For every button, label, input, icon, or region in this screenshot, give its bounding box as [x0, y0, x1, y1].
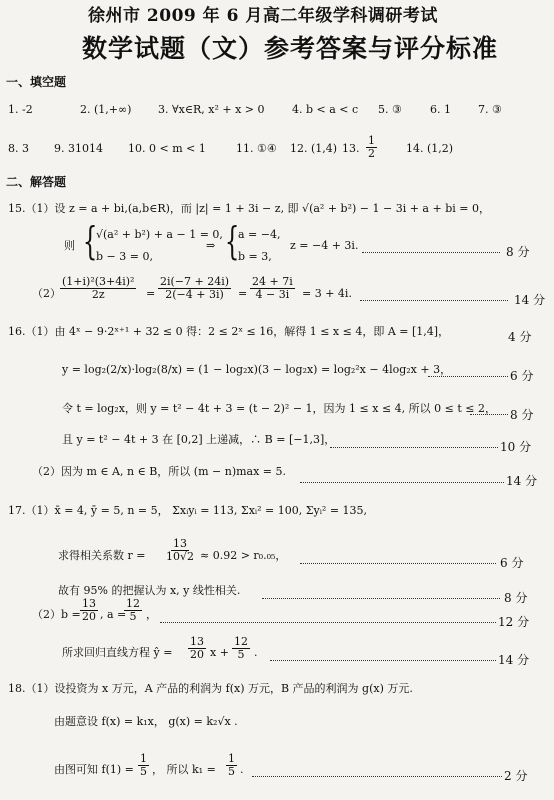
q17-line1: 17.（1）x̄ = 4, ȳ = 5, n = 5， Σxᵢyᵢ = 113, Σxᵢ² = 100, Σyᵢ² = 135, — [8, 504, 368, 517]
q17-reg-frac-1: $\frac{13}{20}$ — [190, 635, 204, 662]
q15-z-value: z = −4 + 3i. — [290, 239, 359, 252]
fill-answer-4: 4. b < a < c — [292, 103, 359, 116]
q17-score-1: 6 分 — [500, 556, 524, 570]
q16-score-1: 4 分 — [508, 330, 532, 344]
q15-part2-label: （2） — [32, 287, 61, 300]
score-leader — [300, 482, 504, 483]
q15-frac-1: $\frac{\text{(1+i)²(3+4i)²}}{2z}$ — [62, 275, 135, 302]
score-leader — [252, 776, 502, 777]
fill-answer-5: 5. ③ — [378, 103, 402, 116]
q17-part2-end: ， — [146, 608, 157, 621]
q17-part2-b: （2）b = — [32, 608, 81, 621]
q16-score-5: 14 分 — [506, 474, 538, 488]
q17-reg-end: . — [254, 646, 258, 659]
q17-reg-x: x + — [210, 646, 229, 659]
fill-answer-1: 1. -2 — [8, 103, 33, 116]
score-leader — [160, 622, 496, 623]
q17-a-fraction: $\frac{12}{5}$ — [126, 597, 140, 624]
q16-line3: 令 t = log₂x，则 y = t² − 4t + 3 = (t − 2)² − 1，因为 1 ≤ x ≤ 4, 所以 0 ≤ t ≤ 2， — [62, 402, 496, 415]
fill-answer-13-fraction: $\frac{1}{2}$ — [368, 134, 375, 161]
q15-result: = 3 + 4i. — [302, 287, 352, 300]
q15-equals-2: = — [238, 287, 248, 300]
fill-answer-12: 12. (1,4) — [290, 142, 338, 155]
score-leader — [428, 376, 508, 377]
q16-line2: y = log₂(2/x)·log₂(8/x) = (1 − log₂x)(3 − log₂x) = log₂²x − 4log₂x + 3， — [62, 363, 452, 376]
q15-system-eq2: b − 3 = 0, — [96, 250, 153, 263]
q17-part2-a: , a = — [100, 608, 127, 621]
title-line1: 徐州市 2009 年 6 月高二年级学科调研考试 — [88, 6, 438, 26]
q17-b-fraction: $\frac{13}{20}$ — [82, 597, 96, 624]
q18-line3-mid: ， 所以 k₁ = — [152, 763, 216, 776]
fill-answer-9: 9. 31014 — [54, 142, 103, 155]
q17-reg-frac-2: $\frac{12}{5}$ — [234, 635, 248, 662]
q15-solution-a: a = −4, — [238, 228, 281, 241]
q17-score-2: 8 分 — [504, 591, 528, 605]
q15-frac-2: $\frac{2i(-7 + 24i)}{2(-4 + 3i)}$ — [160, 275, 230, 302]
q15-then: 则 — [64, 239, 75, 252]
fill-answer-10: 10. 0 < m < 1 — [128, 142, 206, 155]
fill-answer-7: 7. ③ — [478, 103, 502, 116]
q18-score-1: 2 分 — [504, 769, 528, 783]
score-leader — [360, 300, 508, 301]
q17-r-fraction: $\frac{13}{10√2}$ — [166, 537, 195, 564]
q16-score-3: 8 分 — [510, 408, 534, 422]
q15-brace-left: { — [82, 219, 98, 263]
fill-answer-8: 8. 3 — [8, 142, 29, 155]
fill-answer-13: 13. — [342, 142, 360, 155]
q17-score-3: 12 分 — [498, 615, 530, 629]
q16-line5: （2）因为 m ∈ A, n ∈ B，所以 (m − n)max = 5. — [32, 465, 287, 478]
q15-brace-right: { — [224, 219, 240, 263]
q17-r-compare: ≈ 0.92 > r₀.₀₅， — [200, 549, 287, 562]
q17-score-4: 14 分 — [498, 653, 530, 667]
score-leader — [300, 563, 496, 564]
q17-line3: 故有 95% 的把握认为 x, y 线性相关. — [58, 584, 241, 597]
q15-system-eq1: √(a² + b²) + a − 1 = 0, — [96, 228, 223, 241]
fill-answer-6: 6. 1 — [430, 103, 451, 116]
fill-answer-2: 2. (1,+∞) — [80, 103, 132, 116]
score-leader — [262, 598, 500, 599]
score-leader — [330, 447, 498, 448]
q18-line1: 18.（1）设投资为 x 万元，A 产品的利润为 f(x) 万元，B 产品的利润为 g(x) 万元. — [8, 682, 413, 695]
fill-answer-3: 3. ∀x∈R, x² + x > 0 — [158, 103, 265, 116]
q18-k1-fraction: $\frac{1}{5}$ — [228, 752, 235, 779]
q18-f1-fraction: $\frac{1}{5}$ — [140, 752, 147, 779]
section-fill-heading: 一、填空题 — [6, 75, 67, 89]
fill-answer-11: 11. ①④ — [236, 142, 277, 155]
score-leader — [362, 252, 500, 253]
q15-solution-b: b = 3, — [238, 250, 272, 263]
q15-implies: ⇒ — [206, 239, 216, 252]
q15-frac-3: $\frac{24 + 7i}{4 - 3i}$ — [252, 275, 293, 302]
q16-line4: 且 y = t² − 4t + 3 在 [0,2] 上递减，∴ B = [−1,3]， — [62, 433, 336, 446]
q18-line3-label: 由图可知 f(1) = — [54, 763, 134, 776]
q17-r-label: 求得相关系数 r = — [58, 549, 146, 562]
q18-line3-end: . — [240, 763, 244, 776]
q15-score-2: 14 分 — [514, 293, 546, 307]
q18-line2: 由题意设 f(x) = k₁x， g(x) = k₂√x . — [54, 715, 238, 728]
q16-score-2: 6 分 — [510, 369, 534, 383]
fill-answer-14: 14. (1,2) — [406, 142, 454, 155]
q16-line1: 16.（1）由 4ˣ − 9·2ˣ⁺¹ + 32 ≤ 0 得：2 ≤ 2ˣ ≤ 16，解得 1 ≤ x ≤ 4，即 A = [1,4]， — [8, 325, 450, 338]
q15-line1: 15.（1）设 z = a + bi,(a,b∈R)，而 |z| = 1 + 3i − z, 即 √(a² + b²) − 1 − 3i + a + bi = 0， — [8, 202, 490, 215]
q16-score-4: 10 分 — [500, 440, 532, 454]
section-solve-heading: 二、解答题 — [6, 175, 67, 189]
q17-regression-label: 所求回归直线方程 ŷ = — [62, 646, 173, 659]
q15-equals: = — [146, 287, 156, 300]
q15-score-1: 8 分 — [506, 245, 530, 259]
title-line2: 数学试题（文）参考答案与评分标准 — [82, 34, 499, 63]
score-leader — [270, 660, 496, 661]
score-leader — [470, 414, 508, 415]
